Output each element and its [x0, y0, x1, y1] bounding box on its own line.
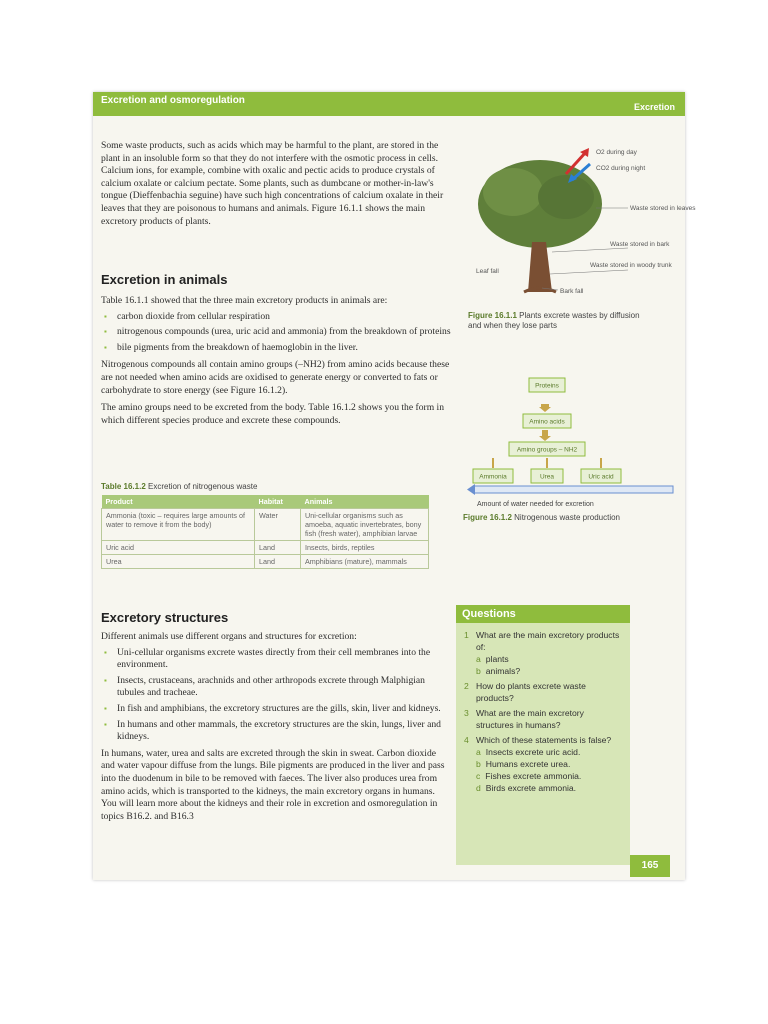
figure-nitrogenous-waste [463, 376, 683, 536]
tree-diagram [468, 142, 696, 302]
table-header: Habitat [255, 495, 301, 509]
urea-label: Urea [539, 473, 555, 481]
questions-heading: Questions [456, 605, 630, 623]
table-cell: Land [255, 555, 301, 569]
proteins-label: Proteins [535, 382, 559, 390]
question-4c: c Fishes excrete ammonia. [476, 771, 582, 781]
lead-text: Different animals use different organs and structures for excretion: [101, 631, 357, 642]
bark-fall-label: Bark fall [560, 288, 584, 295]
table-cell: Ammonia (toxic – requires large amounts of water to remove it from the body) [102, 509, 255, 541]
leaf-fall-label: Leaf fall [476, 268, 499, 275]
intro-paragraph: Some waste products, such as acids which may be harmful to the plant, are stored in the plant in an insoluble form so that they do not interfere with the osmotic process in cells. Calcium ions, for example, combine with oxalic and pectic acids to produce crystals of calcium oxalate or calcium pectate. Some plants, such as dumbcane or mother-in-law's tongue (Dieffenbachia seguine) have such high concentrations of calcium oxalate in their leaves that they are poisonous to humans and animals. Figure 16.1.1 shows the main excretory products of plants. [101, 140, 444, 227]
question-4a: a Insects excrete uric acid. [476, 747, 581, 757]
ammonia-label: Ammonia [479, 473, 507, 481]
list-item: ▪ Insects, crustaceans, arachnids and other arthropods excrete through Malphigian tubules and tracheae. [101, 675, 446, 700]
waste-bark-label: Waste stored in bark [610, 241, 670, 248]
questions-box [456, 605, 630, 865]
oxygen-label: O2 during day [596, 149, 637, 156]
list-item: ▪ In fish and amphibians, the excretory structures are the gills, skin, liver and kidneys. [101, 703, 446, 716]
excretory-structures-heading: Excretory structures [101, 610, 229, 625]
water-arrowhead [467, 484, 475, 495]
figure-caption-label: Figure 16.1.1 [468, 311, 517, 320]
table-cell: Insects, birds, reptiles [301, 541, 429, 555]
page-header [93, 92, 685, 116]
table-cell: Urea [102, 555, 255, 569]
textbook-page [93, 92, 696, 880]
question-2: 2 How do plants excrete waste products? [464, 681, 586, 703]
excretion-animals-section [101, 272, 456, 427]
nitrogenous-flow-diagram [463, 376, 683, 496]
figure-caption-label: Figure 16.1.2 [463, 513, 512, 522]
lead-text: Table 16.1.1 showed that the three main excretory products in animals are: [101, 295, 388, 306]
waste-leaves-label: Waste stored in leaves [630, 205, 696, 212]
question-1b: b animals? [476, 666, 521, 676]
list-item: ▪ bile pigments from the breakdown of haemoglobin in the liver. [101, 342, 456, 355]
table-caption-label: Table 16.1.2 [101, 482, 146, 491]
flow-arrow [539, 430, 551, 441]
leader-line [552, 248, 628, 252]
list-item: ▪ carbon dioxide from cellular respiration [101, 311, 456, 324]
question-3: 3 What are the main excretory structures in humans? [464, 708, 584, 730]
amino-acids-label: Amino acids [529, 418, 565, 426]
question-1a: a plants [476, 654, 509, 664]
table-cell: Uni-cellular organisms such as amoeba, aquatic invertebrates, bony fish (fresh water), amphibian larvae [301, 509, 429, 541]
question-4b: b Humans excrete urea. [476, 759, 571, 769]
excretory-structures-section [101, 610, 446, 823]
nitrogenous-waste-table [101, 495, 429, 569]
question-4d: d Birds excrete ammonia. [476, 783, 577, 793]
flow-arrowhead [539, 407, 551, 412]
table-row [102, 555, 429, 569]
amino-groups-paragraph: The amino groups need to be excreted from the body. Table 16.1.2 shows you the form in which different species produce and excrete these compounds. [101, 402, 445, 426]
list-item: ▪ In humans and other mammals, the excretory structures are the skin, lungs, liver and kidneys. [101, 719, 446, 744]
amino-groups-label: Amino groups – NH2 [516, 446, 578, 454]
tree-trunk [528, 242, 552, 292]
question-1: 1 What are the main excretory products of: [464, 630, 620, 652]
humans-paragraph: In humans, water, urea and salts are excreted through the skin in sweat. Carbon dioxide and water vapour diffuse from the lungs. Bile pigments are produced in the liver and pass into the duodenum in bile to be removed with faeces. The liver also produces urea from amino acids, which is transported to the kidneys, the main excretory organs in humans. You will learn more about the kidneys and their role in excretion and osmoregulation in topics B16.2. and B16.3 [101, 747, 445, 822]
table-cell: Uric acid [102, 541, 255, 555]
waste-trunk-label: Waste stored in woody trunk [590, 262, 672, 269]
structures-list [101, 647, 446, 744]
leader-line [550, 270, 628, 274]
nitrogenous-table-block [101, 482, 429, 569]
list-item: ▪ Uni-cellular organisms excrete wastes directly from their cell membranes into the environment. [101, 647, 446, 672]
water-arrow-label: Amount of water needed for excretion [477, 501, 594, 508]
tree-canopy [483, 168, 543, 216]
chapter-title: Excretion and osmoregulation [101, 95, 245, 106]
figure-caption: Plants excrete wastes by diffusion and when they lose parts [468, 311, 640, 330]
table-caption: Excretion of nitrogenous waste [148, 482, 258, 491]
table-cell: Amphibians (mature), mammals [301, 555, 429, 569]
table-cell: Land [255, 541, 301, 555]
excretion-animals-heading: Excretion in animals [101, 272, 228, 287]
carbon-dioxide-label: CO2 during night [596, 165, 646, 172]
question-4: 4 Which of these statements is false? [464, 735, 612, 745]
section-title: Excretion [633, 102, 675, 112]
figure-caption: Nitrogenous waste production [514, 513, 620, 522]
table-row [102, 509, 429, 541]
tree-canopy [538, 175, 594, 219]
table-cell: Water [255, 509, 301, 541]
uric-acid-label: Uric acid [588, 473, 614, 481]
page-number: 165 [630, 855, 670, 877]
flow-arrow [541, 404, 549, 407]
figure-plant-excretion [468, 142, 696, 342]
list-item: ▪ nitrogenous compounds (urea, uric acid and ammonia) from the breakdown of proteins [101, 326, 456, 339]
table-header: Animals [301, 495, 429, 509]
table-row [102, 541, 429, 555]
table-header: Product [102, 495, 255, 509]
excretory-products-list [101, 311, 456, 355]
water-gradient-arrow [473, 486, 673, 493]
nitrogenous-paragraph: Nitrogenous compounds all contain amino groups (–NH2) from amino acids because these are not needed when amino acids are oxidised to generate energy or converted to fats or carbohydrate to store energy (see Figure 16.1.2). [101, 359, 450, 396]
